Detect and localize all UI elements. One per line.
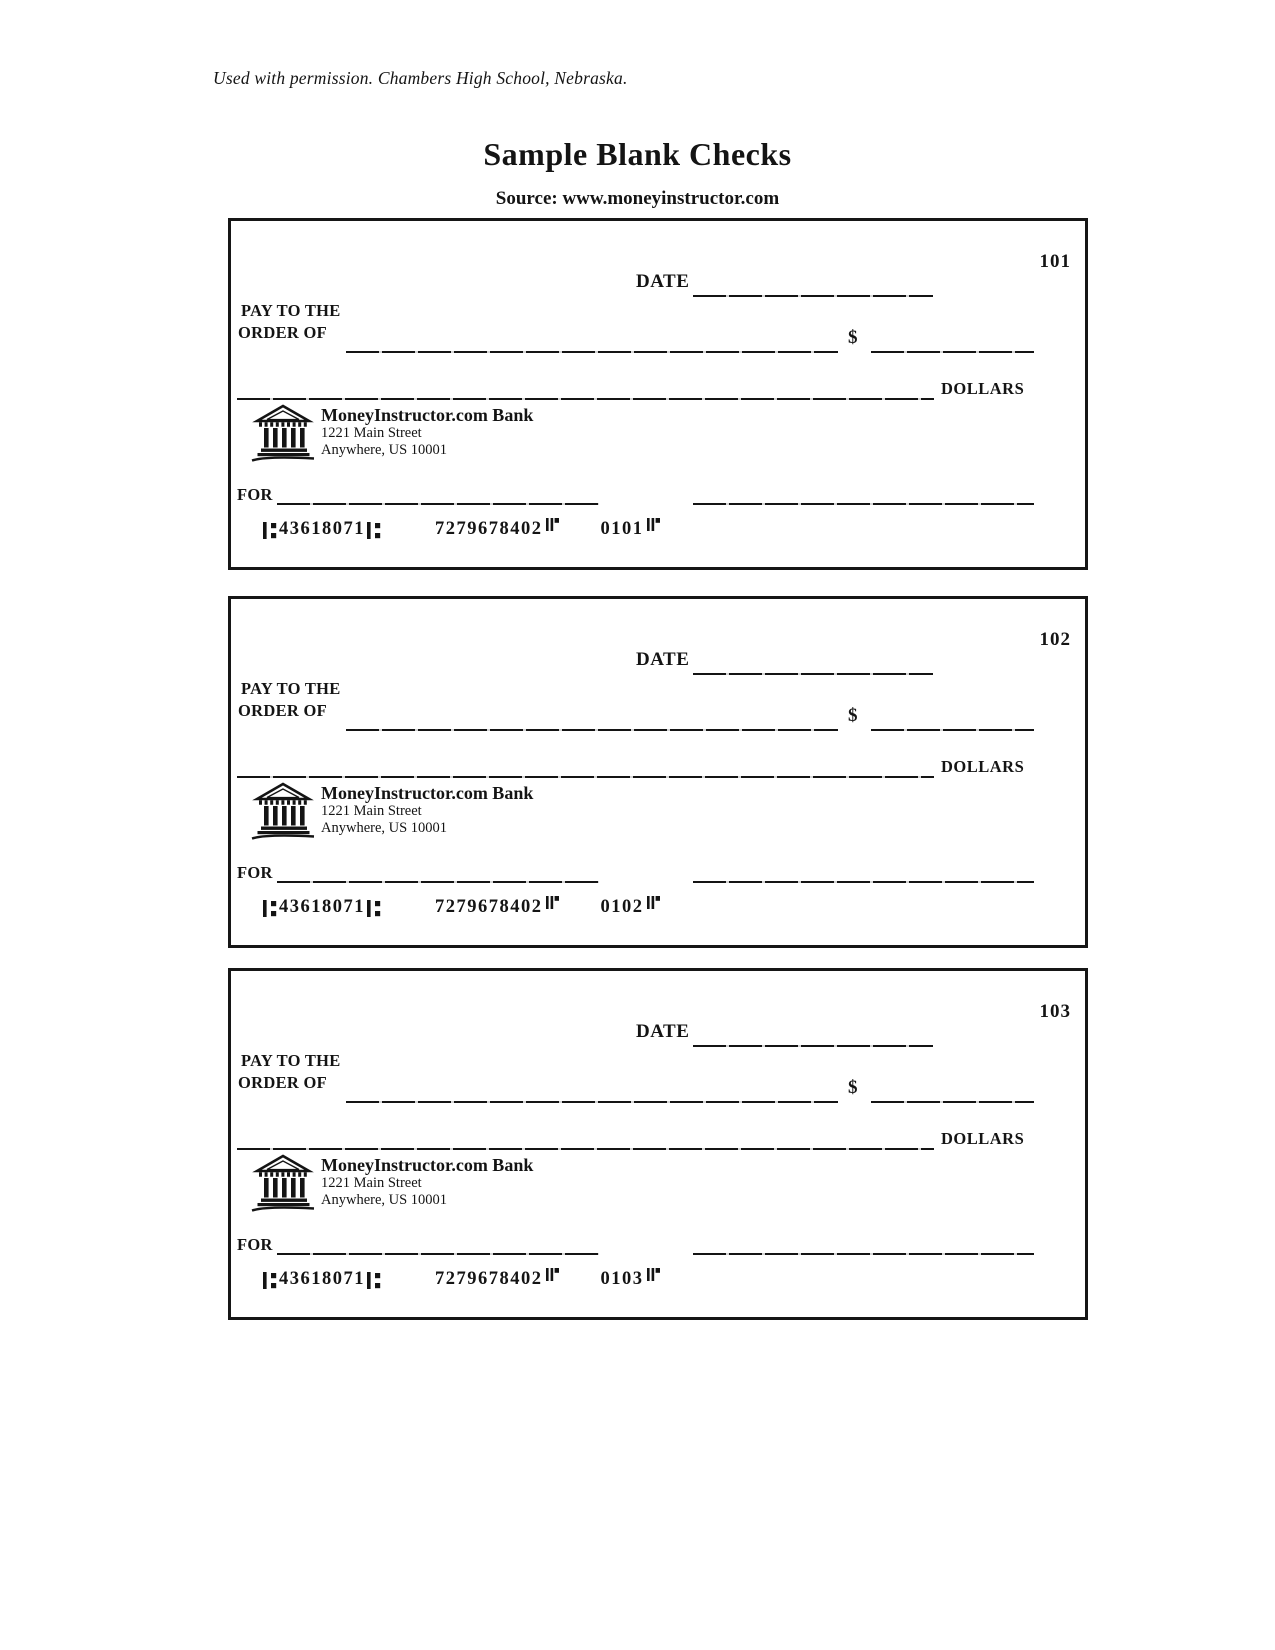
order-of-label: ORDER OF xyxy=(238,1073,328,1092)
micr-on-us-icon xyxy=(546,896,559,909)
signature-blank-line xyxy=(693,881,1034,883)
micr-account-number: 7279678402 xyxy=(435,1269,543,1289)
micr-on-us-icon xyxy=(546,1268,559,1281)
bank-name: MoneyInstructor.com Bank xyxy=(321,783,534,803)
amount-words-blank-line xyxy=(237,776,934,778)
dollars-label: DOLLARS xyxy=(941,379,1025,398)
date-blank-line xyxy=(693,1045,933,1047)
blank-check-2 xyxy=(228,596,1088,948)
signature-blank-line xyxy=(693,1253,1034,1255)
dollars-label: DOLLARS xyxy=(941,757,1025,776)
blank-check-3 xyxy=(228,968,1088,1320)
micr-routing-number: 43618071 xyxy=(279,897,365,917)
bank-building-icon xyxy=(251,782,315,842)
micr-routing-number: 43618071 xyxy=(279,1269,365,1289)
micr-line xyxy=(261,1269,662,1290)
date-label: DATE xyxy=(636,271,690,292)
bank-info-block xyxy=(251,1154,533,1214)
dollar-sign: $ xyxy=(848,327,858,348)
signature-blank-line xyxy=(693,503,1034,505)
date-label: DATE xyxy=(636,1021,690,1042)
bank-city: Anywhere, US 10001 xyxy=(321,820,448,836)
bank-info-block xyxy=(251,404,533,464)
micr-line xyxy=(261,519,662,540)
check-number: 101 xyxy=(1039,251,1071,272)
micr-routing-number: 43618071 xyxy=(279,519,365,539)
permission-note: Used with permission. Chambers High School, Nebraska. xyxy=(213,68,628,88)
dollar-sign: $ xyxy=(848,1077,858,1098)
check-number: 102 xyxy=(1039,629,1071,650)
date-blank-line xyxy=(693,673,933,675)
for-label: FOR xyxy=(237,1235,273,1254)
bank-street: 1221 Main Street xyxy=(321,803,422,819)
bank-name: MoneyInstructor.com Bank xyxy=(321,1155,534,1175)
micr-transit-icon xyxy=(367,898,381,917)
date-blank-line xyxy=(693,295,933,297)
bank-info-block xyxy=(251,782,533,842)
amount-blank-line xyxy=(871,351,1034,353)
amount-words-blank-line xyxy=(237,398,934,400)
amount-blank-line xyxy=(871,729,1034,731)
bank-city: Anywhere, US 10001 xyxy=(321,442,448,458)
micr-account-number: 7279678402 xyxy=(435,519,543,539)
amount-words-blank-line xyxy=(237,1148,934,1150)
source-line: Source: www.moneyinstructor.com xyxy=(495,188,780,209)
check-number: 103 xyxy=(1039,1001,1071,1022)
micr-transit-icon xyxy=(367,1270,381,1289)
memo-blank-line xyxy=(277,503,599,505)
micr-transit-icon xyxy=(263,1270,277,1289)
micr-transit-icon xyxy=(263,520,277,539)
micr-transit-icon xyxy=(263,898,277,917)
memo-blank-line xyxy=(277,881,599,883)
pay-to-the-label: PAY TO THE xyxy=(241,301,341,320)
micr-on-us-icon xyxy=(647,518,660,531)
dollars-label: DOLLARS xyxy=(941,1129,1025,1148)
micr-check-number: 0101 xyxy=(600,519,644,539)
for-label: FOR xyxy=(237,863,273,882)
pay-to-the-label: PAY TO THE xyxy=(241,1051,341,1070)
micr-on-us-icon xyxy=(647,1268,660,1281)
order-of-label: ORDER OF xyxy=(238,701,328,720)
payee-blank-line xyxy=(346,1101,838,1103)
bank-building-icon xyxy=(251,404,315,464)
micr-account-number: 7279678402 xyxy=(435,897,543,917)
micr-on-us-icon xyxy=(546,518,559,531)
amount-blank-line xyxy=(871,1101,1034,1103)
bank-street: 1221 Main Street xyxy=(321,1175,422,1191)
bank-building-icon xyxy=(251,1154,315,1214)
memo-blank-line xyxy=(277,1253,599,1255)
page-title: Sample Blank Checks xyxy=(483,136,792,172)
dollar-sign: $ xyxy=(848,705,858,726)
for-label: FOR xyxy=(237,485,273,504)
bank-city: Anywhere, US 10001 xyxy=(321,1192,448,1208)
micr-check-number: 0103 xyxy=(600,1269,644,1289)
bank-name: MoneyInstructor.com Bank xyxy=(321,405,534,425)
micr-on-us-icon xyxy=(647,896,660,909)
payee-blank-line xyxy=(346,351,838,353)
pay-to-the-label: PAY TO THE xyxy=(241,679,341,698)
micr-line xyxy=(261,897,662,918)
micr-transit-icon xyxy=(367,520,381,539)
order-of-label: ORDER OF xyxy=(238,323,328,342)
payee-blank-line xyxy=(346,729,838,731)
blank-check-1 xyxy=(228,218,1088,570)
date-label: DATE xyxy=(636,649,690,670)
bank-street: 1221 Main Street xyxy=(321,425,422,441)
micr-check-number: 0102 xyxy=(600,897,644,917)
